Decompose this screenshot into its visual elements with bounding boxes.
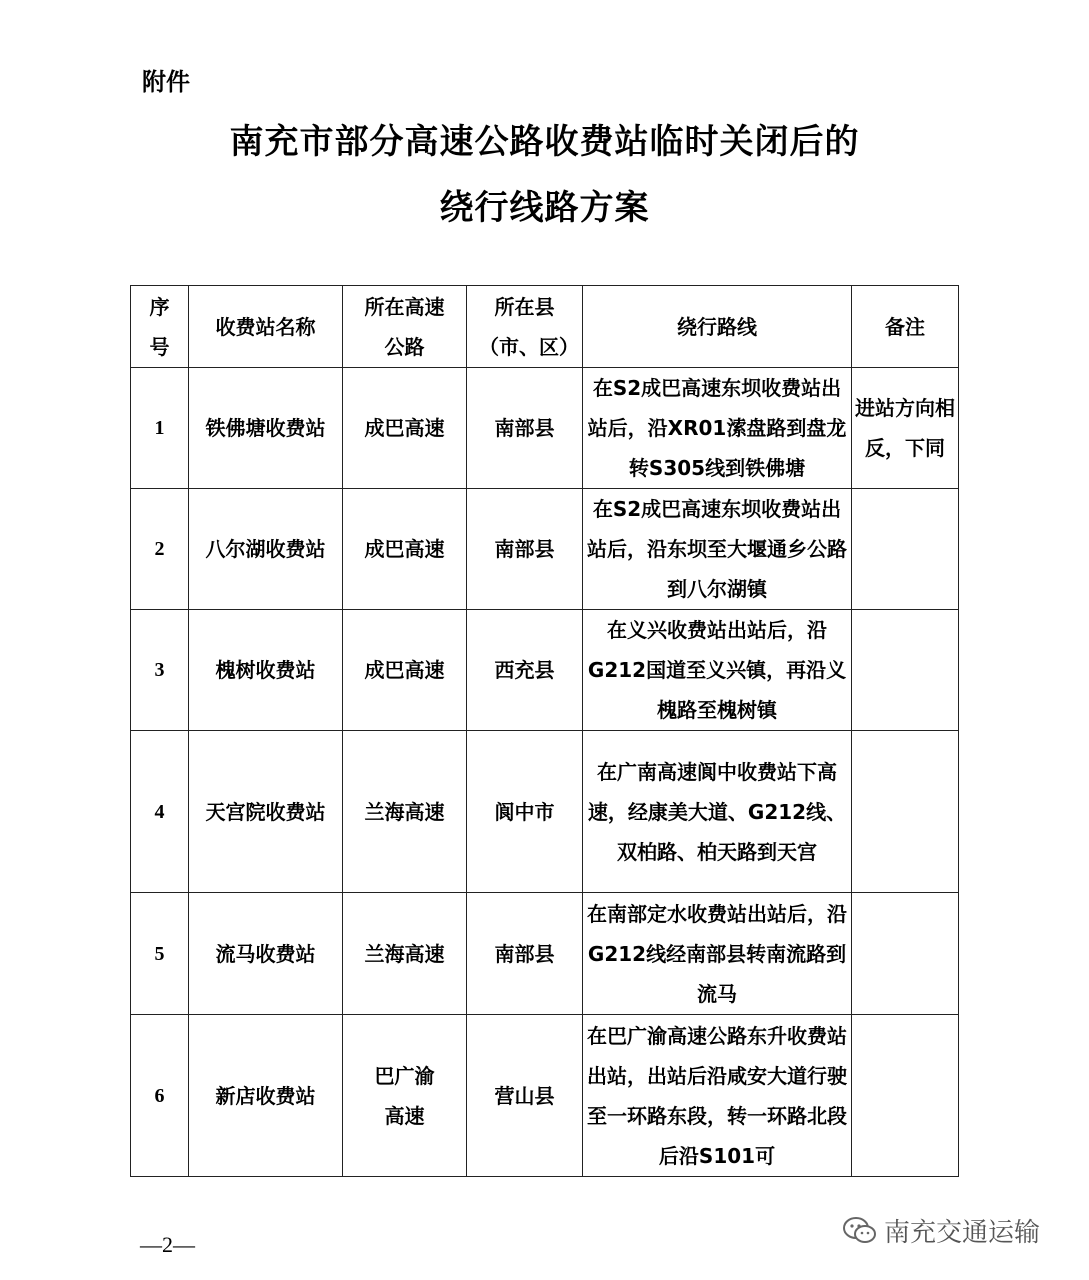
cell-station: 流马收费站: [189, 893, 343, 1015]
cell-station: 槐树收费站: [189, 610, 343, 731]
attachment-label: 附件: [142, 68, 190, 96]
cell-seq: 1: [131, 368, 189, 489]
header-seq: 序号: [131, 286, 189, 368]
page-title-line1: 南充市部分高速公路收费站临时关闭后的: [229, 122, 860, 162]
page-title-line2: 绕行线路方案: [439, 188, 650, 228]
table-row: [131, 489, 959, 610]
cell-county: 营山县: [467, 1015, 583, 1177]
cell-county: 西充县: [467, 610, 583, 731]
header-county: 所在县（市、区）: [467, 286, 583, 368]
cell-route: 在巴广渝高速公路东升收费站出站，出站后沿咸安大道行驶至一环路东段，转一环路北段后沿S101可: [583, 1015, 852, 1177]
table-header-row: [131, 286, 959, 368]
cell-route: 在S2成巴高速东坝收费站出站后，沿东坝至大堰通乡公路到八尔湖镇: [583, 489, 852, 610]
cell-county: 南部县: [467, 893, 583, 1015]
cell-note: [852, 610, 959, 731]
cell-county: 阆中市: [467, 731, 583, 893]
cell-highway: 兰海高速: [343, 893, 467, 1015]
detour-routes-table: [130, 285, 959, 1177]
header-route: 绕行路线: [583, 286, 852, 368]
cell-highway: 成巴高速: [343, 368, 467, 489]
cell-seq: 6: [131, 1015, 189, 1177]
watermark: [842, 1212, 1040, 1249]
page-number: —2—: [140, 1232, 195, 1257]
cell-route: 在义兴收费站出站后，沿G212国道至义兴镇，再沿义槐路至槐树镇: [583, 610, 852, 731]
watermark-text: 南充交通运输: [884, 1218, 1041, 1248]
cell-highway: 兰海高速: [343, 731, 467, 893]
cell-seq: 4: [131, 731, 189, 893]
cell-note: [852, 1015, 959, 1177]
cell-highway: 成巴高速: [343, 610, 467, 731]
cell-station: 八尔湖收费站: [189, 489, 343, 610]
cell-highway: 成巴高速: [343, 489, 467, 610]
cell-route: 在南部定水收费站出站后，沿G212线经南部县转南流路到流马: [583, 893, 852, 1015]
cell-highway: 巴广渝高速: [343, 1015, 467, 1177]
table-row: [131, 368, 959, 489]
cell-route: 在S2成巴高速东坝收费站出站后，沿XR01溹盘路到盘龙转S305线到铁佛塘: [583, 368, 852, 489]
cell-station: 铁佛塘收费站: [189, 368, 343, 489]
cell-county: 南部县: [467, 489, 583, 610]
cell-seq: 3: [131, 610, 189, 731]
header-note: 备注: [852, 286, 959, 368]
cell-note: [852, 893, 959, 1015]
cell-route: 在广南高速阆中收费站下高速，经康美大道、G212线、双柏路、柏天路到天宫: [583, 731, 852, 893]
cell-station: 天宫院收费站: [189, 731, 343, 893]
table-row: [131, 893, 959, 1015]
table-row: [131, 610, 959, 731]
cell-note: [852, 489, 959, 610]
cell-note: 进站方向相反，下同: [852, 368, 959, 489]
cell-note: [852, 731, 959, 893]
wechat-icon: [842, 1216, 878, 1246]
cell-seq: 2: [131, 489, 189, 610]
header-highway: 所在高速公路: [343, 286, 467, 368]
table-row: [131, 731, 959, 893]
cell-seq: 5: [131, 893, 189, 1015]
cell-county: 南部县: [467, 368, 583, 489]
cell-station: 新店收费站: [189, 1015, 343, 1177]
header-station: 收费站名称: [189, 286, 343, 368]
table-row: [131, 1015, 959, 1177]
